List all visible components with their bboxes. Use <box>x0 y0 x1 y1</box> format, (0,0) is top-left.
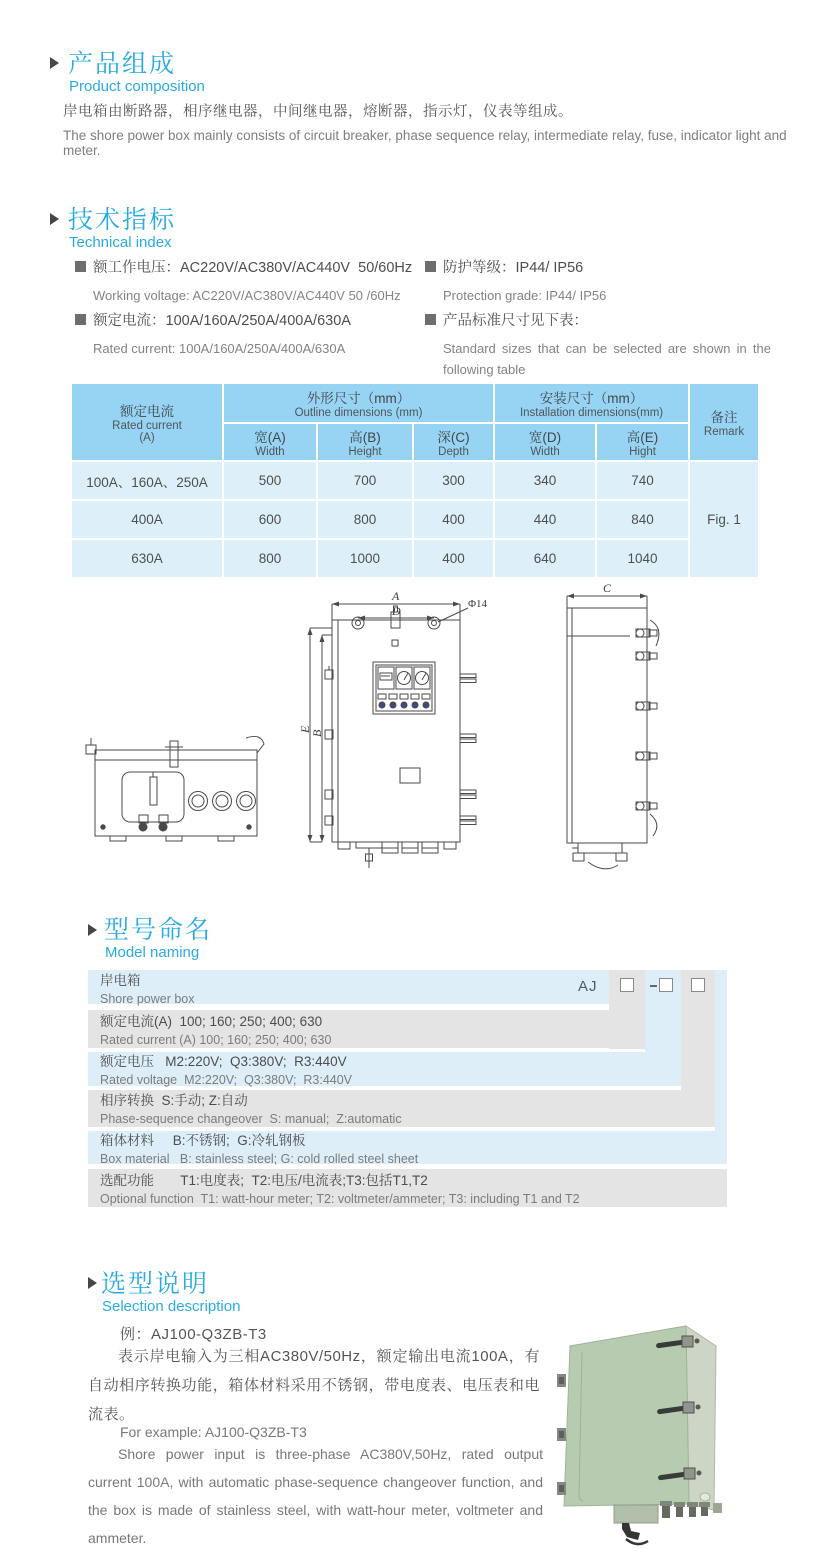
subheader-zh: 高(B) <box>349 430 381 445</box>
dim-label-d: D <box>392 604 401 618</box>
model-row-zh: 相序转换 S:手动; Z:自动 <box>100 1093 248 1108</box>
cell-value: 500 <box>224 462 316 499</box>
section-arrow-icon <box>88 924 97 936</box>
technical-title-en: Technical index <box>69 234 172 251</box>
model-row-zh: 岸电箱 <box>100 973 141 988</box>
square-bullet-icon <box>425 261 436 272</box>
square-bullet-icon <box>75 261 86 272</box>
model-naming-title-zh: 型号命名 <box>104 916 213 944</box>
selection-title-zh: 选型说明 <box>101 1270 210 1298</box>
subheader-en: Width <box>530 446 560 458</box>
header-en: Remark <box>703 426 745 438</box>
size-table <box>70 382 760 579</box>
section-arrow-icon <box>50 213 59 225</box>
code-box-3 <box>691 978 705 992</box>
header-zh: 安装尺寸（mm） <box>539 391 644 406</box>
subheader-en: Width <box>255 446 285 458</box>
technical-drawings <box>70 578 760 878</box>
model-naming-title-en: Model naming <box>105 944 200 961</box>
header-en: Rated current <box>112 420 182 432</box>
cell-current: 400A <box>72 501 222 538</box>
drawing-bottom-view <box>86 736 264 841</box>
cell-current: 630A <box>72 540 222 577</box>
drawing-front-view <box>308 602 477 869</box>
model-row-en: Box material B: stainless steel; G: cold rolled steel sheet <box>100 1152 419 1166</box>
header-en: Installation dimensions(mm) <box>519 407 664 419</box>
code-box-2 <box>659 978 673 992</box>
dim-label-a: A <box>392 589 400 603</box>
cell-value: 1040 <box>597 540 688 577</box>
cell-current: 100A、160A、250A <box>72 462 222 499</box>
cell-value: 600 <box>224 501 316 538</box>
spec-en-text: Protection grade: IP44/ IP56 <box>443 288 607 303</box>
col-height-e <box>597 424 688 460</box>
composition-body-en: The shore power box mainly consists of circuit breaker, phase sequence relay, intermediate relay, fuse, indicator light and meter. <box>63 128 787 158</box>
spec-zh-text: 防护等级：IP44/ IP56 <box>443 260 584 276</box>
subheader-zh: 宽(D) <box>528 430 562 445</box>
model-row-rated-voltage <box>88 1052 681 1086</box>
section-arrow-icon <box>88 1277 97 1289</box>
cell-value: 400 <box>414 501 493 538</box>
header-en: Outline dimensions (mm) <box>294 407 423 419</box>
spec-en-text: Rated current: 100A/160A/250A/400A/630A <box>93 341 346 356</box>
subheader-zh: 宽(A) <box>254 430 286 445</box>
code-box-1 <box>620 978 634 992</box>
bottom-fittings <box>614 1501 722 1544</box>
cell-value: 300 <box>414 462 493 499</box>
dim-label-b: B <box>310 729 324 737</box>
model-row-zh: 箱体材料 B:不锈钢; G:冷轧钢板 <box>100 1133 306 1148</box>
model-row-zh: 额定电压 M2:220V; Q3:380V; R3:440V <box>100 1054 347 1069</box>
model-naming-diagram <box>88 970 727 1210</box>
subheader-zh: 深(C) <box>437 430 470 445</box>
table-row <box>72 540 758 577</box>
selection-body-en: Shore power input is three-phase AC380V,50Hz, rated output current 100A, with automatic phase-sequence changeover function, and the box is made of stainless steel, with watt-hour meter, voltmeter and ammeter. <box>88 1446 543 1546</box>
cell-value: 840 <box>597 501 688 538</box>
header-unit: (A) <box>139 432 155 444</box>
cell-value: 1000 <box>318 540 412 577</box>
spec-en-text: Standard sizes that can be selected are shown in the following table <box>443 341 771 377</box>
spec-standard-sizes <box>425 309 771 380</box>
cell-value: 640 <box>495 540 595 577</box>
spec-working-voltage <box>75 256 412 306</box>
subheader-en: Height <box>348 446 382 458</box>
col-width-d <box>495 424 595 460</box>
selection-body-zh: 表示岸电输入为三相AC380V/50Hz，额定输出电流100A，有自动相序转换功能，箱体材料采用不锈钢，带电度表、电压表和电流表。 <box>88 1348 540 1423</box>
cell-value: 800 <box>318 501 412 538</box>
product-photo <box>556 1298 828 1564</box>
header-zh: 备注 <box>710 410 738 425</box>
dim-label-c: C <box>603 581 612 595</box>
box-front-face <box>564 1326 689 1506</box>
model-row-optional-function <box>88 1169 727 1207</box>
model-row-en: Rated current (A) 100; 160; 250; 400; 630 <box>100 1033 332 1047</box>
cell-value: 740 <box>597 462 688 499</box>
dim-label-e: E <box>298 725 312 733</box>
model-row-zh: 额定电流(A) 100; 160; 250; 400; 630 <box>100 1014 323 1029</box>
model-row-box-material <box>88 1131 727 1164</box>
cell-value: 400 <box>414 540 493 577</box>
table-row <box>72 501 758 538</box>
spec-protection-grade <box>425 256 606 306</box>
composition-body-zh: 岸电箱由断路器，相序继电器，中间继电器，熔断器，指示灯，仪表等组成。 <box>63 104 573 120</box>
col-rated-current <box>72 384 222 460</box>
model-row-zh: 选配功能 T1:电度表; T2:电压/电流表;T3:包括T1,T2 <box>100 1173 428 1188</box>
code-box-2-group <box>650 978 673 997</box>
col-installation-dimensions <box>495 384 688 422</box>
model-row-shore-power-box <box>88 970 609 1004</box>
square-bullet-icon <box>75 314 86 325</box>
model-row-phase-changeover <box>88 1090 715 1127</box>
model-prefix: AJ <box>578 978 598 995</box>
model-row-en: Optional function T1: watt-hour meter; T2: voltmeter/ammeter; T3: including T1 and T2 <box>100 1192 580 1206</box>
spec-zh-text: 产品标准尺寸见下表： <box>443 313 588 329</box>
composition-title-zh: 产品组成 <box>68 50 177 78</box>
cell-value: 340 <box>495 462 595 499</box>
model-row-en: Shore power box <box>100 992 195 1006</box>
spec-rated-current <box>75 309 351 359</box>
spec-zh-text: 额定电流：100A/160A/250A/400A/630A <box>93 313 351 329</box>
subheader-en: Depth <box>438 446 469 458</box>
col-outline-dimensions <box>224 384 493 422</box>
col-remark <box>690 384 758 460</box>
spec-zh-text: 额工作电压：AC220V/AC380V/AC440V 50/60Hz <box>93 260 413 276</box>
table-row <box>72 462 758 499</box>
dash-icon <box>650 985 657 987</box>
subheader-zh: 高(E) <box>626 430 659 445</box>
model-row-rated-current <box>88 1010 645 1048</box>
composition-title-en: Product composition <box>69 78 205 95</box>
col-depth-c <box>414 424 493 460</box>
selection-example-zh: 例：AJ100-Q3ZB-T3 <box>120 1326 267 1343</box>
selection-title-en: Selection description <box>102 1298 241 1315</box>
side-knockout <box>700 1493 710 1501</box>
col-width-a <box>224 424 316 460</box>
model-row-en: Rated voltage M2:220V; Q3:380V; R3:440V <box>100 1073 353 1087</box>
subheader-en: Hight <box>629 446 656 458</box>
cell-value: 440 <box>495 501 595 538</box>
selection-example-en: For example: AJ100-Q3ZB-T3 <box>120 1424 307 1440</box>
technical-title-zh: 技术指标 <box>68 206 177 234</box>
cell-value: 800 <box>224 540 316 577</box>
header-zh: 外形尺寸（mm） <box>306 391 411 406</box>
cell-figure-ref: Fig. 1 <box>690 462 758 577</box>
dim-label-phi14: Φ14 <box>468 598 488 610</box>
section-arrow-icon <box>50 57 59 69</box>
spec-en-text: Working voltage: AC220V/AC380V/AC440V 50 /60Hz <box>93 288 401 303</box>
square-bullet-icon <box>425 314 436 325</box>
header-zh: 额定电流 <box>120 404 174 419</box>
cell-value: 700 <box>318 462 412 499</box>
col-height-b <box>318 424 412 460</box>
box-side-face <box>686 1326 716 1510</box>
model-row-en: Phase-sequence changeover S: manual; Z:automatic <box>100 1112 402 1126</box>
drawing-side-view <box>567 594 659 869</box>
